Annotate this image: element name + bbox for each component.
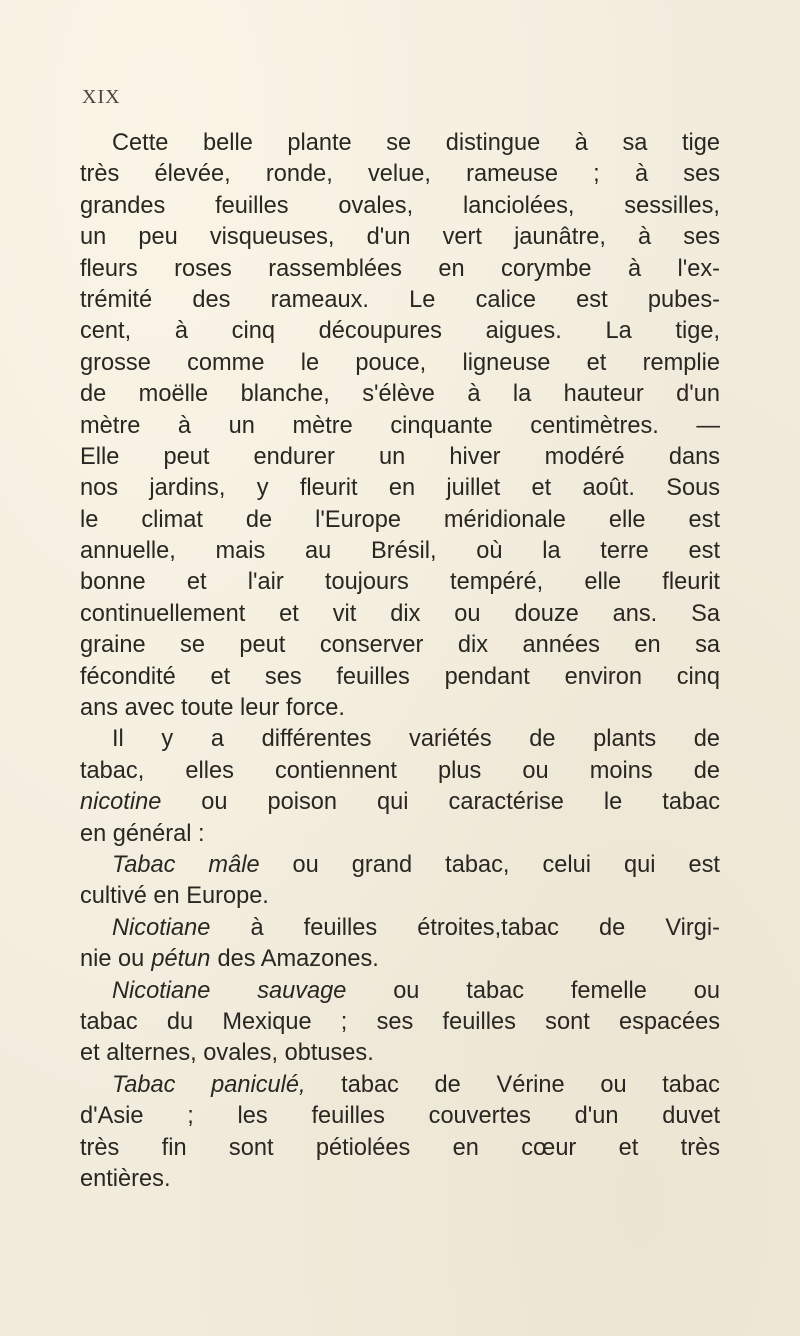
text-segment: nie ou [80, 946, 145, 973]
text-segment: un peu visqueuses, d'un vert jaunâtre, à ses [80, 224, 720, 251]
text-segment: mètre à un mètre cinquante centimètres. — [80, 412, 720, 439]
page-number: XIX [82, 86, 121, 108]
italic-text-segment: Tabac mâle [112, 851, 260, 878]
text-line [80, 1101, 720, 1132]
text-line [80, 128, 720, 159]
text-line [80, 1070, 720, 1101]
text-line [80, 1164, 720, 1195]
text-segment: fécondité et ses feuilles pendant environ cinq [80, 663, 720, 690]
text-line [80, 599, 720, 630]
text-line [80, 944, 720, 975]
text-segment: fleurs roses rassemblées en corymbe à l'ex- [80, 255, 720, 282]
text-line [80, 442, 720, 473]
text-segment: graine se peut conserver dix années en sa [80, 632, 720, 659]
text-segment: des Amazones. [217, 946, 379, 973]
text-line [80, 473, 720, 504]
text-line [80, 693, 720, 724]
italic-text-segment: pétun [151, 946, 211, 973]
text-line [80, 724, 720, 755]
text-line [80, 630, 720, 661]
text-line [80, 411, 720, 442]
italic-text-segment: Tabac paniculé, [112, 1071, 306, 1098]
text-segment: Elle peut endurer un hiver modéré dans [80, 443, 720, 470]
text-line [80, 976, 720, 1007]
text-line [80, 536, 720, 567]
text-segment: très élevée, ronde, velue, rameuse ; à ses [80, 161, 720, 188]
text-segment: d'Asie ; les feuilles couvertes d'un duvet [80, 1103, 720, 1130]
text-line [80, 505, 720, 536]
text-line [80, 756, 720, 787]
text-segment: et alternes, ovales, obtuses. [80, 1040, 374, 1067]
text-segment: Il y a différentes variétés de plants de [112, 726, 720, 753]
text-line [80, 567, 720, 598]
text-segment: de moëlle blanche, s'élève à la hauteur d'un [80, 381, 720, 408]
text-line [80, 222, 720, 253]
text-segment: tabac de Vérine ou tabac [341, 1071, 720, 1098]
text-segment: ou grand tabac, celui qui est [292, 851, 720, 878]
text-line [80, 787, 720, 818]
italic-text-segment: Nicotiane [112, 914, 211, 941]
text-line [80, 850, 720, 881]
text-segment: entières. [80, 1165, 171, 1192]
text-segment: cent, à cinq découpures aigues. La tige, [80, 318, 720, 345]
text-line [80, 379, 720, 410]
text-segment: nos jardins, y fleurit en juillet et août. Sous [80, 475, 720, 502]
text-segment: en général : [80, 820, 205, 847]
text-segment: continuellement et vit dix ou douze ans. Sa [80, 600, 720, 627]
text-segment: annuelle, mais au Brésil, où la terre est [80, 538, 720, 565]
text-segment: ou tabac femelle ou [393, 977, 720, 1004]
text-line [80, 348, 720, 379]
text-line [80, 285, 720, 316]
text-segment: le climat de l'Europe méridionale elle est [80, 506, 720, 533]
text-line [80, 254, 720, 285]
body-text [80, 128, 720, 1195]
text-segment: ans avec toute leur force. [80, 695, 345, 722]
text-segment: très fin sont pétiolées en cœur et très [80, 1134, 720, 1161]
text-line [80, 191, 720, 222]
text-line [80, 913, 720, 944]
text-line [80, 1038, 720, 1069]
text-line [80, 662, 720, 693]
text-line [80, 1007, 720, 1038]
italic-text-segment: nicotine [80, 789, 162, 816]
text-line [80, 159, 720, 190]
text-segment: Cette belle plante se distingue à sa tige [112, 130, 720, 156]
text-segment: tabac du Mexique ; ses feuilles sont espacées [80, 1008, 720, 1035]
italic-text-segment: Nicotiane sauvage [112, 977, 347, 1004]
text-segment: cultivé en Europe. [80, 883, 269, 910]
text-line [80, 1133, 720, 1164]
text-segment: grandes feuilles ovales, lanciolées, sessilles, [80, 192, 720, 219]
text-line [80, 881, 720, 912]
text-segment: tabac, elles contiennent plus ou moins de [80, 757, 720, 784]
text-line [80, 316, 720, 347]
text-segment: grosse comme le pouce, ligneuse et remplie [80, 349, 720, 376]
text-line [80, 819, 720, 850]
text-segment: ou poison qui caractérise le tabac [201, 789, 720, 816]
text-segment: trémité des rameaux. Le calice est pubes- [80, 286, 720, 313]
text-segment: à feuilles étroites,tabac de Virgi- [250, 914, 720, 941]
text-segment: bonne et l'air toujours tempéré, elle fleurit [80, 569, 720, 596]
